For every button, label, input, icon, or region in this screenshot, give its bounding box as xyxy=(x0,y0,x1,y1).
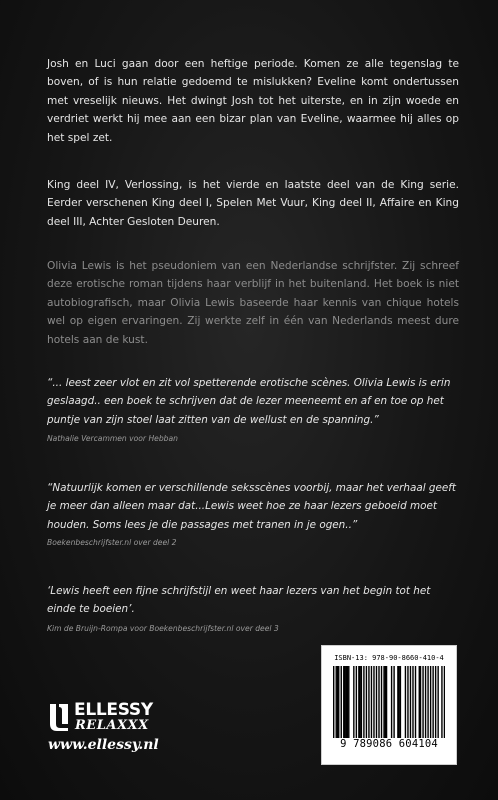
review-source-2: Boekenbeschrijfster.nl over deel 2 xyxy=(47,538,177,547)
publisher-website: www.ellessy.nl xyxy=(48,737,159,753)
blurb-paragraph-author: Olivia Lewis is het pseudoniem van een Nederlandse schrijfster. Zij schreef deze erotische roman tijdens haar verblijf in het buitenland. Het boek is niet autobiografisch, maar Olivia Lewis baseerde haar kennis van chique hotels wel op eigen ervaringen. Zij werkte zelf in één van Nederlands meest dure hotels aan de kust. xyxy=(47,259,459,346)
isbn-label: ISBN-13: 978-90-8660-410-4 xyxy=(334,654,444,662)
review-quote-1: “... leest zeer vlot en zit vol spetterende erotische scènes. Olivia Lewis is erin geslaagd.. een boek te schrijven dat de lezer meeneemt en af en toe op het puntje van zijn stoel laat zitten van de wellust en de spanning.” xyxy=(47,377,451,426)
publisher-imprint: RELAXXX xyxy=(75,718,149,733)
review-quote-2: “Natuurlijk komen er verschillende seksscènes voorbij, maar het verhaal geeft je meer dan alleen maar dat...Lewis weet hoe ze haar lezers geboeid moet houden. Soms lees je die passages met tranen in je ogen..” xyxy=(47,482,457,531)
review-source-1: Nathalie Vercammen voor Hebban xyxy=(47,434,178,443)
publisher-logo-mark-icon xyxy=(48,702,70,732)
barcode-digits: 9 789086 604104 xyxy=(340,738,438,750)
review-quote-3: ‘Lewis heeft een fijne schrijfstijl en weet haar lezers van het begin tot het einde te boeien’. xyxy=(47,585,431,616)
blurb-paragraph-plot: Josh en Luci gaan door een heftige periode. Komen ze alle tegenslag te boven, of is hun relatie gedoemd te mislukken? Eveline komt ondertussen met vreselijk nieuws. Het dwingt Josh tot het uiterste, en in zijn woede en verdriet werkt hij mee aan een bizar plan van Eveline, waarmee hij alles op het spel zet. xyxy=(47,57,459,144)
publisher-name: ELLESSY xyxy=(74,700,153,720)
review-source-3: Kim de Bruijn-Rompa voor Boekenbeschrijfster.nl over deel 3 xyxy=(47,624,279,633)
publisher-logo xyxy=(48,700,188,734)
isbn-barcode xyxy=(321,645,457,765)
barcode-bars xyxy=(333,666,445,738)
blurb-paragraph-series: King deel IV, Verlossing, is het vierde en laatste deel van de King serie. Eerder verschenen King deel I, Spelen Met Vuur, King deel II, Affaire en King deel III, Achter Gesloten Deuren. xyxy=(47,178,459,228)
